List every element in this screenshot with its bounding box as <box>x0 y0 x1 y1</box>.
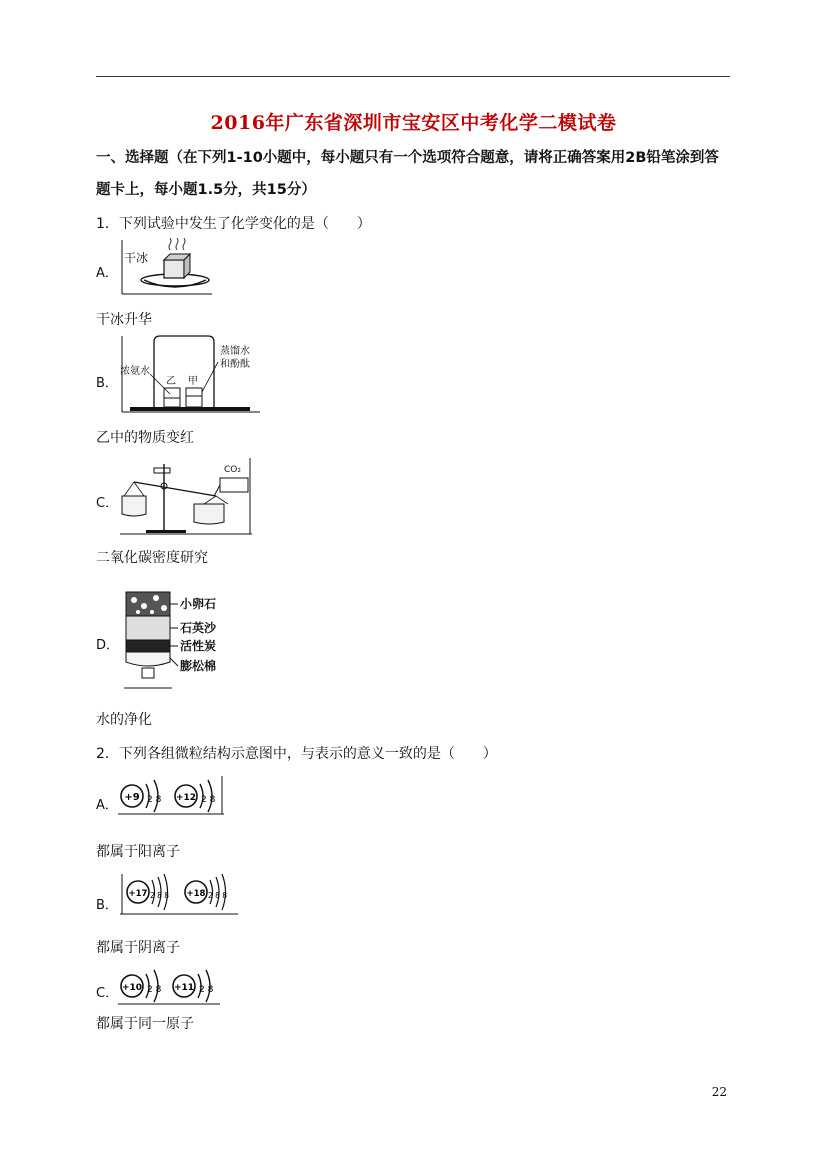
q2-stem: 2．下列各组微粒结构示意图中，与表示的意义一致的是（ ） <box>96 746 497 762</box>
q2-option-b-caption: 都属于阴离子 <box>96 940 180 956</box>
svg-text:+17: +17 <box>128 889 148 899</box>
header-rule <box>96 76 730 77</box>
svg-text:2 8: 2 8 <box>147 795 162 805</box>
svg-text:石英沙: 石英沙 <box>180 621 217 635</box>
q2-option-c-caption: 都属于同一原子 <box>96 1016 194 1032</box>
svg-text:+10: +10 <box>121 983 143 993</box>
q1-option-a-letter: A． <box>96 266 118 281</box>
q2-option-a-figure <box>118 774 226 818</box>
q1-option-d-caption: 水的净化 <box>96 712 152 728</box>
svg-text:和酚酞: 和酚酞 <box>220 359 250 370</box>
svg-text:2 8 8: 2 8 8 <box>150 891 170 900</box>
page-number: 22 <box>711 1085 727 1099</box>
q1-option-c-caption: 二氧化碳密度研究 <box>96 550 208 566</box>
q1-option-d-letter: D． <box>96 638 120 653</box>
q1-option-b-figure <box>120 334 260 414</box>
svg-text:+11: +11 <box>173 983 195 993</box>
svg-text:2 8: 2 8 <box>147 985 162 995</box>
svg-text:+18: +18 <box>186 889 206 899</box>
q2-option-b-letter: B． <box>96 898 118 913</box>
svg-text:蒸馏水: 蒸馏水 <box>220 346 250 357</box>
q2-option-c-letter: C． <box>96 986 119 1001</box>
svg-text:+9: +9 <box>124 792 140 803</box>
svg-text:小卵石: 小卵石 <box>180 597 217 611</box>
section-heading-line1: 一、选择题（在下列1-10小题中，每小题只有一个选项符合题意，请将正确答案用2B铅笔涂到答 <box>96 150 719 166</box>
q1-option-b-caption: 乙中的物质变红 <box>96 430 194 446</box>
section-heading-line2: 题卡上，每小题1.5分，共15分） <box>96 182 316 198</box>
svg-text:+12: +12 <box>175 793 197 803</box>
q1-option-a-figure <box>120 238 212 296</box>
q2-option-a-caption: 都属于阳离子 <box>96 844 180 860</box>
q1-option-c-figure <box>120 456 252 536</box>
q2-option-c-figure <box>118 964 222 1006</box>
q1-option-a-caption: 干冰升华 <box>96 312 152 328</box>
page-title: 2016年广东省深圳市宝安区中考化学二模试卷 <box>210 112 617 134</box>
svg-text:2 8: 2 8 <box>199 985 214 995</box>
q1-option-b-letter: B． <box>96 376 118 391</box>
q2-option-b-figure <box>120 870 238 918</box>
q1-option-d-figure <box>120 588 226 694</box>
svg-text:2 8: 2 8 <box>201 795 216 805</box>
q1-a-fig-label: 干冰 <box>124 251 149 265</box>
svg-text:乙: 乙 <box>166 376 176 387</box>
q2-option-a-letter: A． <box>96 798 118 813</box>
q1-stem: 1．下列试验中发生了化学变化的是（ ） <box>96 216 371 232</box>
svg-text:CO₂: CO₂ <box>224 465 241 475</box>
svg-text:浓氨水: 浓氨水 <box>120 366 150 377</box>
svg-text:膨松棉: 膨松棉 <box>180 659 217 673</box>
svg-text:2 8 8: 2 8 8 <box>208 891 228 900</box>
q1-option-c-letter: C． <box>96 496 119 511</box>
svg-text:甲: 甲 <box>188 376 198 387</box>
svg-text:活性炭: 活性炭 <box>180 639 217 653</box>
